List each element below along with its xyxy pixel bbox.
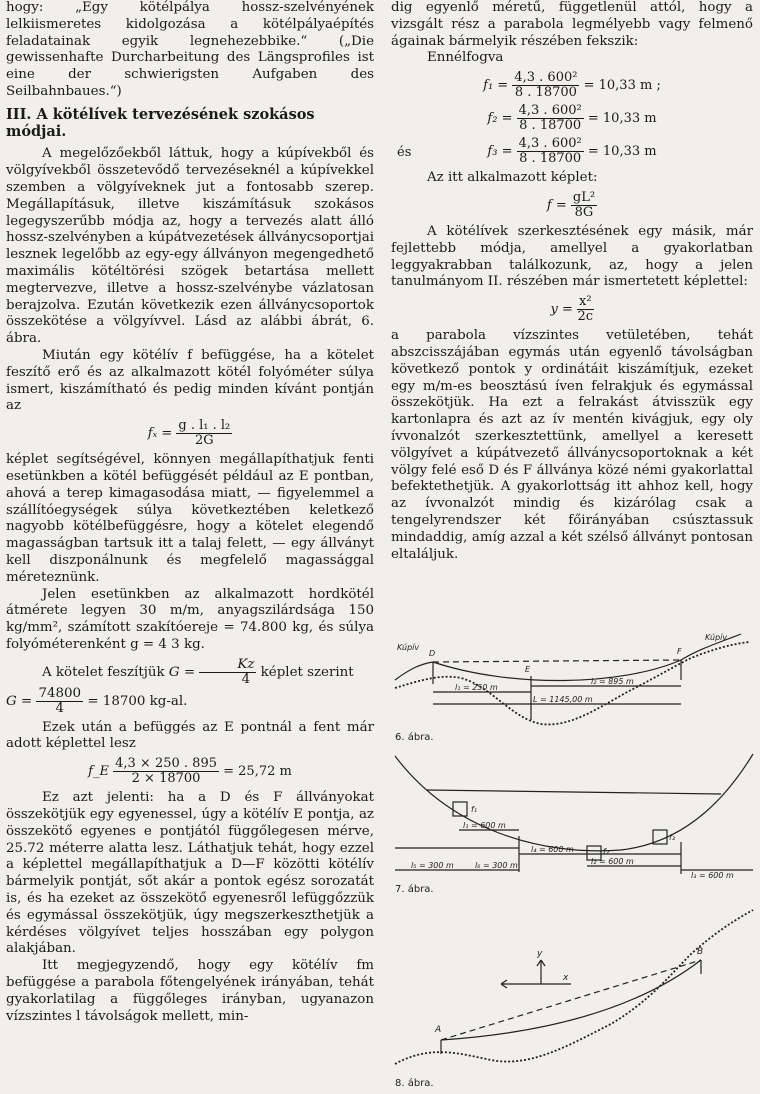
paragraph: Ez azt jelenti: ha a D és F állványokat összekötjük egy egyenessel, úgy a kötélív E pontja, az összekötő egyenes e pontjától függőlegesen mérve, 25.72 méterre alatta lesz. Láthatjuk tehát, hogy ezzel a képlettel megállapíthatjuk a D—F közötti kötélív bármelyik pontját, sőt akár a pontok egész sorozatát is, és ha ezeket az összekötő egyenesről lefüggőzzük és egymással összekötjük, úgy megszerkeszthetjük a kérdéses völgyívet teljes hosszában egy polygon alakjában. (6, 790, 374, 957)
formula-fe (6, 757, 374, 786)
denominator: 8 . 18700 (519, 118, 582, 134)
fraction (199, 658, 256, 687)
terrain-profile (395, 910, 753, 1064)
paragraph: Miután egy kötélív f befüggése, ha a kötelet feszítő erő és az alkalmazott kötél folyóméter súlya ismert, kiszámítható és pedig minden kívánt pontján az (6, 347, 374, 414)
denominator: 8G (574, 204, 594, 220)
formula-rhs: = 10,33 m ; (583, 78, 661, 94)
paragraph: Ennélfogva (427, 50, 504, 66)
numerator: 4,3 . 600² (518, 103, 582, 119)
denominator: 4 (241, 671, 251, 687)
denominator: 2 × 18700 (131, 771, 201, 787)
fig6-label: L = 1145,00 m (533, 695, 593, 704)
fig7-label: l₆ = 300 m (475, 861, 518, 870)
fraction (571, 191, 597, 220)
text: képlet szerint (260, 664, 354, 680)
numerator: 4,3 × 250 . 895 (115, 756, 217, 772)
figure-8 (391, 904, 757, 1092)
fig6-label: E (525, 665, 531, 674)
hidden (395, 754, 753, 756)
formula-lhs: fₓ = (147, 426, 173, 442)
fig7-label: f₃ (669, 833, 676, 842)
right-column (391, 0, 753, 563)
formula-f3 (391, 137, 753, 166)
paragraph: Jelen esetünkben az alkalmazott hordkötél átmérete legyen 30 m/m, anyagszilárdsága 150 kg/mm², számított szakítóereje = 74.800 kg, és súlya folyóméterenként g = 4 3 kg. (6, 586, 374, 652)
denominator: 8 . 18700 (514, 85, 577, 101)
paragraph: képlet segítségével, könnyen megállapíthatjuk fenti esetünkben a kötél befüggését például az E pontban, ahová a terep kimagasodása miatt, — figyelemmel a szállítóegységek súlya következtében keletkező nagyobb kötélbefüggésre, hogy a kötelet elegendő magasságban tartsuk itt a talaj felett, — egy állványt kell diszponálnunk és megfelelő magassággal méreteznünk. (6, 452, 374, 585)
fig6-label: D (429, 649, 436, 658)
fig6-label: l₂ = 895 m (591, 677, 634, 686)
fig6-label: l₁ = 250 m (455, 683, 498, 692)
fig6-label: Kúpív (705, 633, 728, 642)
chord-line (433, 660, 681, 662)
cable-left (395, 662, 433, 680)
denominator: 4 (55, 700, 65, 716)
fig7-label: f₁ (471, 805, 478, 814)
fraction (517, 104, 584, 133)
text: = 18700 kg-al. (87, 693, 188, 709)
fig6-label: F (677, 647, 682, 656)
fraction (113, 757, 219, 786)
chord (427, 790, 721, 794)
denominator: 8 . 18700 (519, 151, 582, 167)
fig7-label: l₅ = 300 m (411, 861, 454, 870)
fig7-label: l₃ = 600 m (691, 871, 734, 880)
parabola (395, 754, 753, 851)
denominator: 2G (194, 433, 214, 449)
formula-y (391, 295, 753, 324)
caption: 6. ábra. (395, 732, 434, 743)
paragraph: a parabola vízszintes vetületében, tehát abszcisszájában egymás után egyenlő távolságban következő pontok y ordinátáit kiszámítjuk, ezeket egy m/m-es beosztású íven felrakjuk és egymással összekötjük. Ha ezt a felrakást átvisszük egy kartonlapra és azt az ív mentén kivágjuk, egy oly ívvonalzót szerkesztettünk, amellyel a keresett völgyívet a kúpátvezető állványcsoportoknak a két völgy felé eső D és F állványa közé némi gyakorlattal befektethetjük. A gyakorlottság itt ahhoz kell, hogy az ívvonalzót mindig és kizárólag csak a tengelyrendszer két főirányában csúsztassuk mindaddig, amíg azzal a két szélső állványt pontosan eltaláljuk. (391, 328, 753, 562)
fig6-label: Kúpív (397, 643, 420, 652)
numerator: Kz (199, 658, 256, 673)
fig7-label: l₄ = 600 m (531, 845, 574, 854)
denominator: 2c (577, 309, 594, 325)
fig8-label: x (563, 973, 569, 983)
paragraph: Az itt alkalmazott képlet: (427, 170, 598, 186)
formula-f2 (391, 104, 753, 133)
fraction (512, 71, 579, 100)
paragraph-top: dig egyenlő méretű, függetlenül attól, hogy a vizsgált rész a parabola legmélyebb vagy felmenő ágainak bármelyik részében fekszik: (391, 0, 753, 49)
paragraph-tension (6, 658, 374, 687)
numerator: 4,3 . 600² (518, 136, 582, 152)
text: G = (6, 693, 33, 709)
formula-lhs: f_E (88, 764, 109, 780)
fig8-label: y (537, 949, 543, 959)
formula-fx (6, 419, 374, 448)
formula-lhs: f₁ = (483, 78, 509, 94)
formula-lhs: f₂ = (487, 111, 513, 127)
formula-lhs: f₃ = (487, 144, 513, 160)
paragraph: A kötélívek szerkesztésének egy másik, már fejlettebb módja, amellyel a gyakorlatban leggyakrabban találkozunk, az, hogy a jelen tanulmányom II. részében már ismertetett képlettel: (391, 223, 753, 290)
valley-cable (433, 660, 681, 681)
figure-7 (391, 750, 757, 900)
left-column (6, 0, 374, 1025)
fraction (36, 687, 83, 716)
formula-rhs: = 25,72 m (223, 764, 292, 780)
paragraph-top: hogy: „Egy kötélpálya hossz-szelvényének lelkiismeretes kidolgozása a kötélpályaépítés feladatainak egyik legnehezebbike.“ („Die gewissenhafte Durcharbeitung des Längsprofiles ist eine der schwierigsten Aufgaben des Seilbahnbaues.“) (6, 0, 374, 99)
numerator: gL² (572, 189, 596, 205)
chord-dashed (441, 960, 701, 1040)
fig8-label: B (697, 947, 704, 957)
numerator: 74800 (38, 685, 82, 701)
fraction (577, 295, 594, 324)
paragraph-tension-2 (6, 687, 374, 716)
paragraph: Ezek után a befüggés az E pontnál a fent már adott képlettel lesz (6, 719, 374, 752)
formula-f1 (391, 71, 753, 100)
text: G = (168, 664, 196, 680)
formula-rhs: = 10,33 m (587, 111, 657, 127)
formula-lhs: f = (546, 197, 567, 213)
formula-rhs: = 10,33 m (587, 144, 657, 160)
numerator: g . l₁ . l₂ (178, 418, 231, 434)
fig7-label: l₁ = 600 m (463, 821, 506, 830)
caption: 7. ábra. (395, 884, 434, 895)
formula-lhs: y = (550, 302, 573, 318)
fig8-label: A (435, 1025, 442, 1035)
figure-6 (391, 628, 757, 746)
numerator: 4,3 . 600² (514, 70, 578, 86)
formula-f (391, 191, 753, 220)
paragraph: Itt megjegyzendő, hogy egy kötélív fm befüggése a parabola főtengelyének irányában, tehát gyakorlatilag a függőleges irányban, ugyanazon vízszintes l távolságok mellett, min- (6, 958, 374, 1024)
paragraph: A megelőzőekből láttuk, hogy a kúpívekből és völgyívekből összetevődő tervezéseknél a kúpívekkel szemben a völgyíveknek jut a fontosabb szerep. Megállapításuk, illetve kiszámításuk szokásos legegyszerűbb módja az, hogy a tervezés alatt álló hossz-szelvényben a kúpátvezetések állványcsoportjai lesznek legelőbb az egy-egy állványon megengedhető maximális kötéltörési szögek betartása mellett megtervezve, illetve a hossz-szelvénybe vázlatosan berajzolva. Ezután következik ezen állványcsoportok összekötése a völgyívvel. Lásd az alábbi ábrát, 6. ábra. (6, 146, 374, 347)
text: A kötelet feszítjük (42, 664, 165, 680)
numerator: x² (578, 294, 592, 310)
caption: 8. ábra. (395, 1078, 434, 1089)
fig7-label: f₂ (603, 847, 610, 856)
fraction (517, 137, 584, 166)
terrain-profile (395, 642, 749, 724)
section-heading: III. A kötélívek tervezésének szokásos módjai. (6, 105, 315, 140)
fig7-label: l₂ = 600 m (591, 857, 634, 866)
fraction (176, 419, 232, 448)
conjunction: és (397, 145, 412, 161)
